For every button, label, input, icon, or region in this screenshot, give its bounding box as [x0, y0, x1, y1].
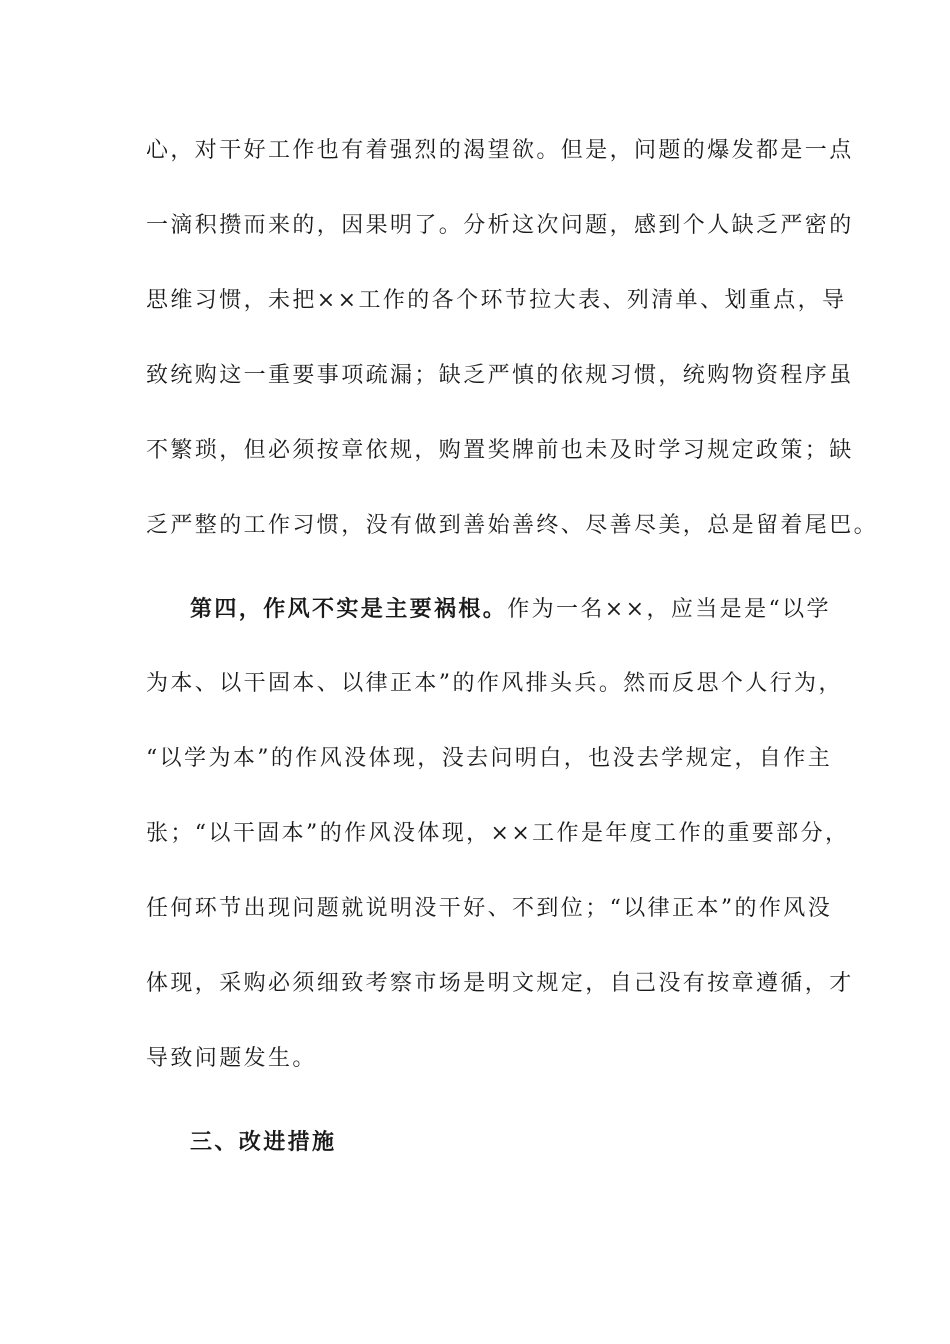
section-heading: 三、改进措施	[190, 1129, 337, 1155]
paragraph-2-line-1-rest: 作为一名××，应当是是“以学	[507, 597, 831, 622]
paragraph-1-line-2: 一滴积攒而来的，因果明了。分析这次问题，感到个人缺乏严密的	[146, 213, 854, 238]
paragraph-2-line-6: 体现，采购必须细致考察市场是明文规定，自己没有按章遵循，才	[146, 971, 854, 996]
paragraph-2-line-1	[190, 594, 831, 625]
paragraph-1-line-5: 不繁琐，但必须按章依规，购置奖牌前也未及时学习规定政策；缺	[146, 438, 854, 463]
paragraph-2-line-3: “以学为本”的作风没体现，没去问明白，也没去学规定，自作主	[146, 746, 833, 771]
paragraph-2-line-7: 导致问题发生。	[146, 1046, 317, 1071]
paragraph-2-line-2: 为本、以干固本、以律正本”的作风排头兵。然而反思个人行为，	[146, 671, 843, 696]
paragraph-2-line-5: 任何环节出现问题就说明没干好、不到位；“以律正本”的作风没	[146, 896, 833, 921]
paragraph-1-line-1: 心，对干好工作也有着强烈的渴望欲。但是，问题的爆发都是一点	[146, 138, 854, 163]
paragraph-1-line-4: 致统购这一重要事项疏漏；缺乏严慎的依规习惯，统购物资程序虽	[146, 363, 854, 388]
paragraph-1-line-3: 思维习惯，未把××工作的各个环节拉大表、列清单、划重点，导	[146, 288, 847, 313]
paragraph-1-line-6: 乏严整的工作习惯，没有做到善始善终、尽善尽美，总是留着尾巴。	[146, 513, 879, 538]
paragraph-2-heading: 第四，作风不实是主要祸根。	[190, 596, 508, 622]
paragraph-2-line-4: 张；“以干固本”的作风没体现，××工作是年度工作的重要部分，	[146, 821, 850, 846]
